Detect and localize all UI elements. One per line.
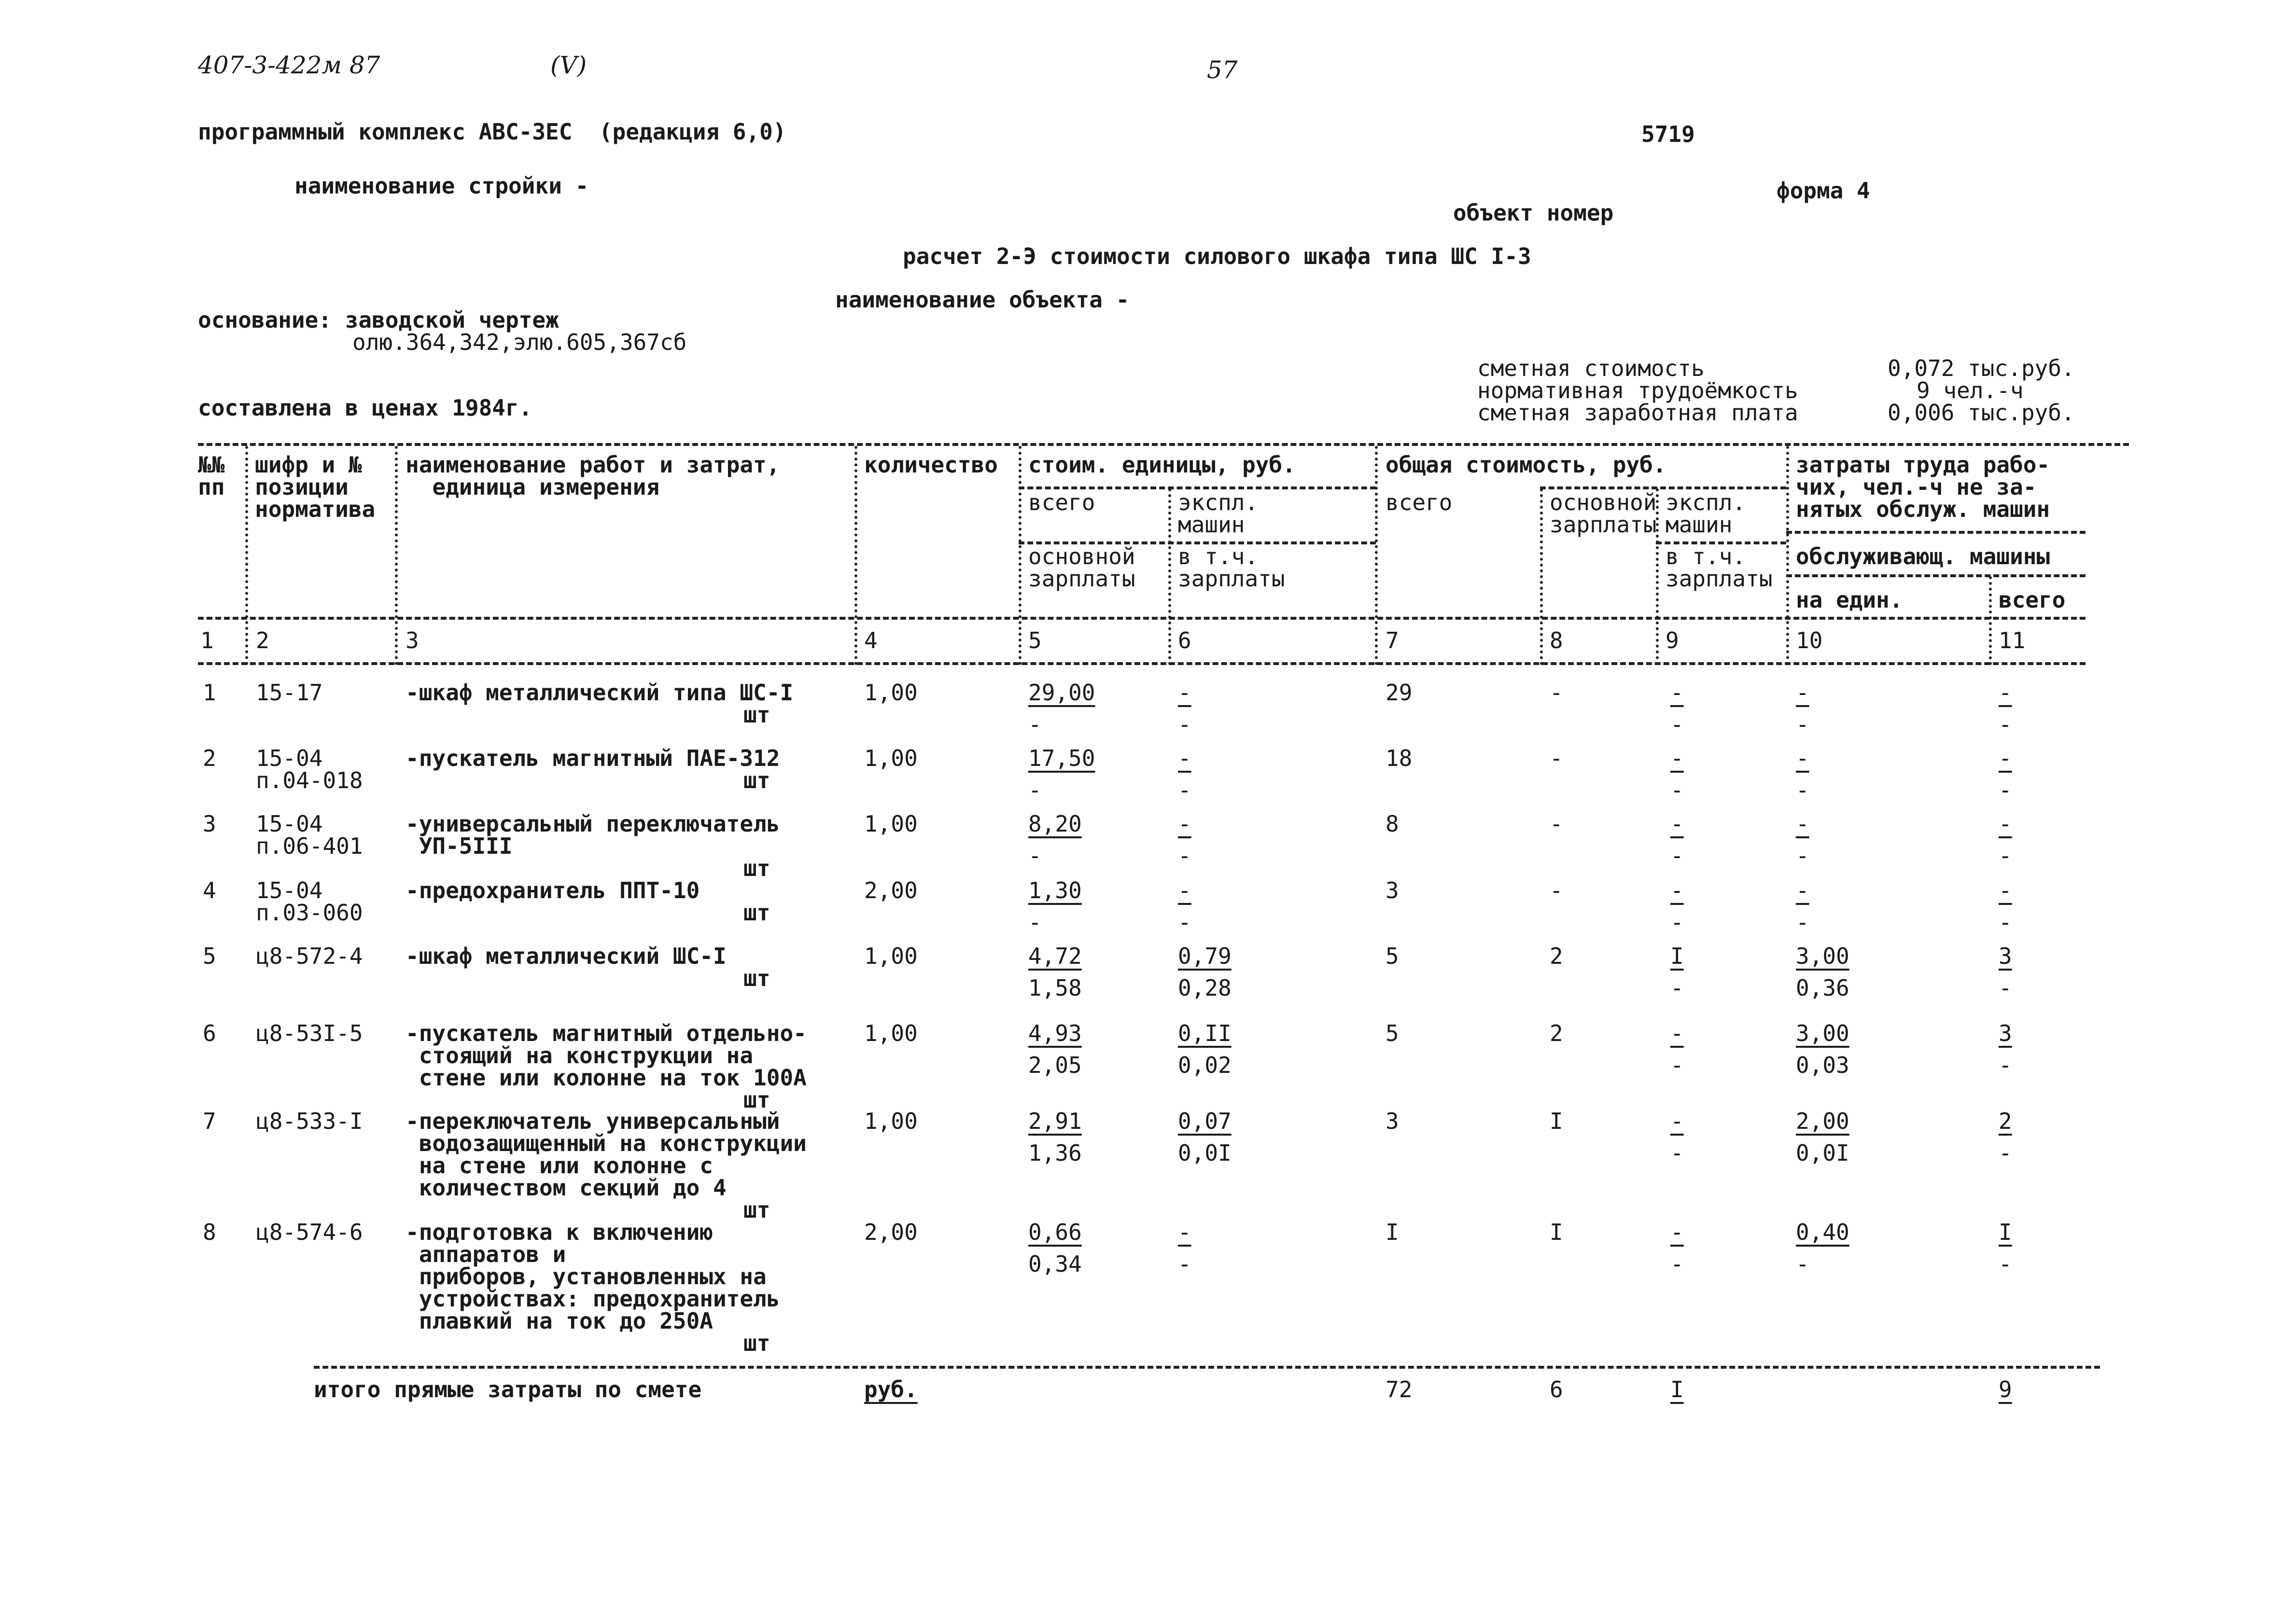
summary-value-cost: 0,072 тыс.руб. bbox=[1888, 355, 2075, 381]
row-labor-unit: - bbox=[1796, 680, 1809, 706]
object-name-label: наименование объекта - bbox=[835, 287, 1130, 313]
row-code: 15-04 п.04-018 bbox=[256, 745, 363, 793]
header-qty: количество bbox=[864, 452, 998, 478]
summary-label-wage: сметная заработная плата bbox=[1477, 400, 1798, 426]
col-number-4: 4 bbox=[864, 627, 878, 653]
summary-label-labor: нормативная трудоёмкость bbox=[1477, 377, 1798, 403]
header-rule-f bbox=[1786, 574, 2085, 577]
row-unit: шт bbox=[743, 1330, 770, 1356]
summary-value-wage: 0,006 тыс.руб. bbox=[1888, 400, 2075, 426]
row-total: 5 bbox=[1385, 1020, 1399, 1046]
row-labor-total-2: - bbox=[1999, 843, 2012, 869]
header-labor: затраты труда рабо- чих, чел.-ч не за- нятых обслуж. машин bbox=[1796, 452, 2050, 522]
row-qty: 1,00 bbox=[864, 943, 918, 969]
row-labor-total-2: - bbox=[1999, 777, 2012, 803]
row-labor-total: - bbox=[1999, 877, 2012, 903]
row-qty: 1,00 bbox=[864, 1108, 918, 1134]
header-num: №№ пп bbox=[198, 452, 225, 500]
row-total-mach-wage: - bbox=[1670, 975, 1684, 1001]
row-unit: шт bbox=[743, 855, 770, 881]
row-mach: - bbox=[1178, 877, 1191, 903]
table-top-rule bbox=[198, 443, 2129, 446]
row-labor-unit-2: 0,03 bbox=[1796, 1052, 1849, 1078]
row-unit: шт bbox=[743, 767, 770, 793]
header-total-wage: основной зарплаты bbox=[1550, 489, 1657, 538]
row-wage: I bbox=[1550, 1219, 1563, 1245]
row-total-mach-wage: - bbox=[1670, 777, 1684, 803]
header-code: шифр и № позиции норматива bbox=[255, 452, 376, 522]
row-mach-wage: 0,0I bbox=[1178, 1140, 1231, 1166]
row-unit-total: 1,30 bbox=[1028, 877, 1082, 903]
row-mach-wage: - bbox=[1178, 711, 1191, 737]
row-total-mach-wage: - bbox=[1670, 843, 1684, 869]
row-code: ц8-533-I bbox=[256, 1108, 363, 1134]
page-number: 57 bbox=[1207, 56, 1238, 84]
row-qty: 1,00 bbox=[864, 745, 918, 771]
row-unit-wage: - bbox=[1028, 777, 1042, 803]
totals-unit: руб. bbox=[864, 1376, 918, 1402]
row-unit-total: 4,93 bbox=[1028, 1020, 1082, 1046]
totals-labor: 9 bbox=[1999, 1376, 2012, 1402]
row-labor-total: - bbox=[1999, 811, 2012, 837]
col-sep-7 bbox=[1540, 488, 1543, 665]
row-total-mach: - bbox=[1670, 877, 1684, 903]
row-number: 8 bbox=[203, 1219, 216, 1245]
row-mach: - bbox=[1178, 811, 1191, 837]
row-total-mach: - bbox=[1670, 1108, 1684, 1134]
col-number-7: 7 bbox=[1385, 627, 1399, 653]
header-rule-h bbox=[198, 662, 2085, 665]
col-sep-6 bbox=[1375, 446, 1378, 665]
row-qty: 1,00 bbox=[864, 680, 918, 706]
row-unit-wage: 2,05 bbox=[1028, 1052, 1082, 1078]
row-labor-total: 2 bbox=[1999, 1108, 2012, 1134]
row-unit: шт bbox=[743, 702, 770, 728]
row-mach-wage: - bbox=[1178, 909, 1191, 935]
row-name: -шкаф металлический типа ШС-I bbox=[406, 680, 794, 706]
row-number: 7 bbox=[203, 1108, 216, 1134]
col-number-8: 8 bbox=[1550, 627, 1563, 653]
row-mach-wage: - bbox=[1178, 777, 1191, 803]
row-labor-unit-2: - bbox=[1796, 843, 1809, 869]
row-unit: шт bbox=[743, 900, 770, 926]
row-number: 6 bbox=[203, 1020, 216, 1046]
row-code: ц8-574-6 bbox=[256, 1219, 363, 1245]
form-label: форма 4 bbox=[1777, 178, 1870, 204]
row-mach-wage: 0,28 bbox=[1178, 975, 1231, 1001]
col-number-9: 9 bbox=[1665, 627, 1679, 653]
row-unit-wage: 1,58 bbox=[1028, 975, 1082, 1001]
row-name: -подготовка к включению аппаратов и приборов, установленных на устройствах: предохранитель плавкий на ток до 250А bbox=[406, 1219, 780, 1334]
row-labor-unit: - bbox=[1796, 877, 1809, 903]
row-unit-total: 0,66 bbox=[1028, 1219, 1082, 1245]
doc-number: 5719 bbox=[1641, 121, 1695, 147]
header-total-cost: общая стоимость, руб. bbox=[1385, 452, 1666, 478]
row-labor-total-2: - bbox=[1999, 1052, 2012, 1078]
col-number-6: 6 bbox=[1178, 627, 1191, 653]
header-unit-mach-wage: в т.ч. зарплаты bbox=[1178, 543, 1285, 592]
row-labor-total-2: - bbox=[1999, 711, 2012, 737]
program-line: программный комплекс АВС-3ЕС (редакция 6,0) bbox=[198, 119, 786, 145]
margin-code: 407-3-422м 87 bbox=[198, 51, 380, 79]
row-total-mach-wage: - bbox=[1670, 1052, 1684, 1078]
row-mach-wage: - bbox=[1178, 1251, 1191, 1277]
row-labor-unit: - bbox=[1796, 811, 1809, 837]
col-number-10: 10 bbox=[1796, 627, 1823, 653]
col-sep-1 bbox=[245, 446, 248, 665]
calc-title: расчет 2-Э стоимости силового шкафа типа ШС I-3 bbox=[903, 243, 1531, 269]
row-labor-unit: 3,00 bbox=[1796, 1020, 1849, 1046]
row-labor-total: I bbox=[1999, 1219, 2012, 1245]
row-mach: 0,II bbox=[1178, 1020, 1231, 1046]
col-sep-10 bbox=[1989, 576, 1992, 665]
row-unit-total: 2,91 bbox=[1028, 1108, 1082, 1134]
row-mach: 0,07 bbox=[1178, 1108, 1231, 1134]
row-total: 5 bbox=[1385, 943, 1399, 969]
row-total: 3 bbox=[1385, 877, 1399, 903]
row-number: 3 bbox=[203, 811, 216, 837]
header-labor-service: обслуживающ. машины bbox=[1796, 543, 2050, 569]
row-total-mach: - bbox=[1670, 811, 1684, 837]
row-number: 5 bbox=[203, 943, 216, 969]
row-mach-wage: 0,02 bbox=[1178, 1052, 1231, 1078]
prices-line: составлена в ценах 1984г. bbox=[198, 395, 532, 421]
row-code: 15-04 п.03-060 bbox=[256, 877, 363, 926]
row-wage: 2 bbox=[1550, 1020, 1563, 1046]
totals-rule bbox=[314, 1366, 2100, 1369]
col-number-11: 11 bbox=[1999, 627, 2026, 653]
totals-wage: 6 bbox=[1550, 1376, 1563, 1402]
col-sep-3 bbox=[854, 446, 857, 665]
row-number: 1 bbox=[203, 680, 216, 706]
row-mach: 0,79 bbox=[1178, 943, 1231, 969]
row-qty: 1,00 bbox=[864, 811, 918, 837]
col-number-3: 3 bbox=[406, 627, 419, 653]
totals-mach: I bbox=[1670, 1376, 1684, 1402]
col-sep-4 bbox=[1019, 446, 1022, 665]
row-name: -универсальный переключатель УП-5III bbox=[406, 811, 780, 859]
row-total-mach-wage: - bbox=[1670, 1140, 1684, 1166]
row-unit-wage: 1,36 bbox=[1028, 1140, 1082, 1166]
margin-roman: (V) bbox=[550, 51, 587, 79]
row-total: 18 bbox=[1385, 745, 1413, 771]
row-wage: - bbox=[1550, 745, 1563, 771]
row-name: -шкаф металлический ШС-I bbox=[406, 943, 727, 969]
row-wage: - bbox=[1550, 877, 1563, 903]
basis-line-2: олю.364,342,элю.605,367сб bbox=[352, 329, 687, 355]
row-unit: шт bbox=[743, 965, 770, 991]
header-total-mach-wage: в т.ч. зарплаты bbox=[1665, 543, 1773, 592]
header-unit-mach: экспл. машин bbox=[1178, 489, 1259, 538]
row-code: ц8-53I-5 bbox=[256, 1020, 363, 1046]
row-unit-wage: - bbox=[1028, 711, 1042, 737]
row-number: 4 bbox=[203, 877, 216, 903]
row-labor-unit-2: 0,36 bbox=[1796, 975, 1849, 1001]
row-code: ц8-572-4 bbox=[256, 943, 363, 969]
header-unit-total: всего bbox=[1028, 489, 1095, 515]
row-total: I bbox=[1385, 1219, 1399, 1245]
row-total-mach-wage: - bbox=[1670, 1251, 1684, 1277]
row-total-mach: - bbox=[1670, 680, 1684, 706]
row-mach: - bbox=[1178, 1219, 1191, 1245]
row-labor-unit-2: - bbox=[1796, 777, 1809, 803]
row-labor-unit-2: - bbox=[1796, 909, 1809, 935]
col-sep-2 bbox=[395, 446, 398, 665]
row-wage: 2 bbox=[1550, 943, 1563, 969]
totals-total: 72 bbox=[1385, 1376, 1413, 1402]
row-name: -предохранитель ППТ-10 bbox=[406, 877, 700, 903]
row-mach: - bbox=[1178, 745, 1191, 771]
row-name: -пускатель магнитный отдельно- стоящий на конструкции на стене или колонне на ток 100А bbox=[406, 1020, 807, 1091]
row-total-mach-wage: - bbox=[1670, 909, 1684, 935]
summary-label-cost: сметная стоимость bbox=[1477, 355, 1705, 381]
row-total: 3 bbox=[1385, 1108, 1399, 1134]
row-labor-total-2: - bbox=[1999, 1251, 2012, 1277]
row-labor-total-2: - bbox=[1999, 1140, 2012, 1166]
row-labor-total: - bbox=[1999, 680, 2012, 706]
row-labor-unit: - bbox=[1796, 745, 1809, 771]
col-number-2: 2 bbox=[256, 627, 269, 653]
header-rule-c bbox=[1786, 531, 2085, 534]
col-sep-5 bbox=[1168, 488, 1171, 665]
header-name: наименование работ и затрат, единица измерения bbox=[406, 452, 780, 500]
row-unit-wage: - bbox=[1028, 843, 1042, 869]
header-labor-total: всего bbox=[1999, 587, 2066, 613]
row-wage: I bbox=[1550, 1108, 1563, 1134]
row-mach-wage: - bbox=[1178, 843, 1191, 869]
row-labor-unit: 0,40 bbox=[1796, 1219, 1849, 1245]
row-labor-total-2: - bbox=[1999, 975, 2012, 1001]
row-wage: - bbox=[1550, 680, 1563, 706]
header-total-all: всего bbox=[1385, 489, 1453, 515]
row-name: -переключатель универсальный водозащищенный на конструкции на стене или колонне с количеством секций до 4 bbox=[406, 1108, 807, 1201]
row-total-mach: - bbox=[1670, 1020, 1684, 1046]
row-code: 15-04 п.06-401 bbox=[256, 811, 363, 859]
row-qty: 2,00 bbox=[864, 1219, 918, 1245]
row-total: 29 bbox=[1385, 680, 1413, 706]
row-unit-wage: 0,34 bbox=[1028, 1251, 1082, 1277]
row-qty: 1,00 bbox=[864, 1020, 918, 1046]
row-unit: шт bbox=[743, 1197, 770, 1223]
totals-label: итого прямые затраты по смете bbox=[314, 1376, 702, 1402]
row-number: 2 bbox=[203, 745, 216, 771]
row-labor-total: 3 bbox=[1999, 943, 2012, 969]
row-labor-unit-2: - bbox=[1796, 1251, 1809, 1277]
col-number-1: 1 bbox=[200, 627, 214, 653]
row-unit-total: 29,00 bbox=[1028, 680, 1095, 706]
row-unit-total: 4,72 bbox=[1028, 943, 1082, 969]
row-total-mach: - bbox=[1670, 745, 1684, 771]
header-rule-g bbox=[198, 617, 2085, 620]
row-code: 15-17 bbox=[256, 680, 323, 706]
row-labor-unit-2: - bbox=[1796, 711, 1809, 737]
row-unit-total: 8,20 bbox=[1028, 811, 1082, 837]
row-total: 8 bbox=[1385, 811, 1399, 837]
header-unit-cost: стоим. единицы, руб. bbox=[1028, 452, 1296, 478]
row-unit: шт bbox=[743, 1087, 770, 1113]
row-unit-wage: - bbox=[1028, 909, 1042, 935]
basis-line-1: основание: заводской чертеж bbox=[198, 307, 559, 333]
object-number-label: объект номер bbox=[1453, 200, 1614, 226]
row-labor-unit: 3,00 bbox=[1796, 943, 1849, 969]
row-total-mach: I bbox=[1670, 943, 1684, 969]
col-number-5: 5 bbox=[1028, 627, 1042, 653]
row-mach: - bbox=[1178, 680, 1191, 706]
header-labor-unit: на един. bbox=[1796, 587, 1903, 613]
row-unit-total: 17,50 bbox=[1028, 745, 1095, 771]
row-labor-total: - bbox=[1999, 745, 2012, 771]
row-total-mach-wage: - bbox=[1670, 711, 1684, 737]
row-labor-unit: 2,00 bbox=[1796, 1108, 1849, 1134]
row-labor-total: 3 bbox=[1999, 1020, 2012, 1046]
row-wage: - bbox=[1550, 811, 1563, 837]
row-name: -пускатель магнитный ПАЕ-312 bbox=[406, 745, 780, 771]
row-labor-total-2: - bbox=[1999, 909, 2012, 935]
summary-value-labor: 9 чел.-ч bbox=[1917, 377, 2024, 403]
row-qty: 2,00 bbox=[864, 877, 918, 903]
header-total-mach: экспл. машин bbox=[1665, 489, 1746, 538]
header-unit-wage: основной зарплаты bbox=[1028, 543, 1135, 592]
row-labor-unit-2: 0,0I bbox=[1796, 1140, 1849, 1166]
construction-label: наименование стройки - bbox=[294, 173, 589, 199]
row-total-mach: - bbox=[1670, 1219, 1684, 1245]
col-sep-9 bbox=[1786, 446, 1789, 665]
